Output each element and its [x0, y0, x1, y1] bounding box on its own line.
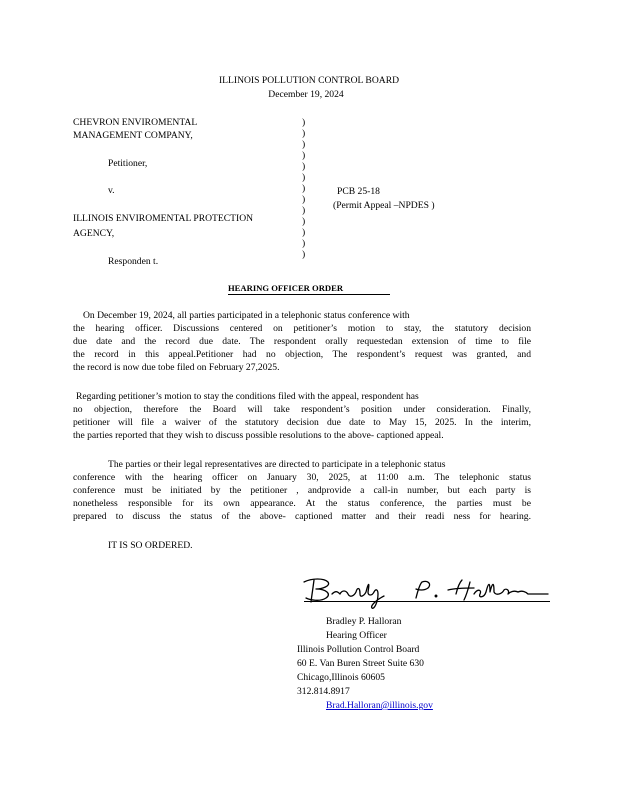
paragraph-line: the record is now due tobe filed on February 27,2025. — [73, 362, 280, 373]
respondent-name-line2: AGENCY, — [73, 228, 115, 239]
paragraph-line: nonetheless responsible for its own appearance. At the status conference, the parties must be — [73, 498, 531, 509]
paragraph-1 — [73, 310, 531, 373]
order-title: HEARING OFFICER ORDER — [228, 283, 344, 293]
signer-phone: 312.814.8917 — [297, 686, 350, 697]
signer-address: 60 E. Van Buren Street Suite 630 — [297, 658, 424, 669]
caption-divider: ) ) ) ) ) ) ) ) ) ) ) ) ) — [302, 117, 306, 260]
paragraph-line: prepared to discuss the status of the above- captioned matter and their readi ness for hearing. — [73, 511, 531, 522]
title-underline — [228, 294, 390, 295]
header-date: December 19, 2024 — [268, 89, 344, 100]
petitioner-name-line1: CHEVRON ENVIROMENTAL — [73, 117, 198, 128]
paragraph-3 — [73, 459, 531, 522]
board-name: ILLINOIS POLLUTION CONTROL BOARD — [218, 75, 400, 86]
versus-label: v. — [108, 185, 115, 196]
paragraph-line: no objection, therefore the Board will take respondent’s position under consideration. Finally, — [73, 404, 531, 415]
respondent-label: Responden t. — [108, 256, 159, 267]
paragraph-line: petitioner will file a waiver of the statutory decision due date to May 15, 2025. In the interim, — [73, 417, 531, 428]
paragraph-line: due date and the record due date. The respondent orally requestedan extension of time to file — [73, 336, 531, 347]
case-number: PCB 25-18 — [337, 186, 380, 197]
paragraph-line: conference must be initiated by the petitioner , andprovide a call-in number, but each party is — [73, 485, 531, 496]
paragraph-line: the parties reported that they wish to discuss possible resolutions to the above- captioned appeal. — [73, 430, 444, 441]
paragraph-line: the hearing officer. Discussions centered on petitioner’s motion to stay, the statutory decision — [73, 323, 531, 334]
paragraph-2 — [73, 391, 531, 441]
paragraph-line: The parties or their legal representatives are directed to participate in a telephonic status — [108, 459, 446, 470]
signer-board: Illinois Pollution Control Board — [297, 644, 420, 655]
signer-title: Hearing Officer — [326, 630, 387, 641]
case-type: (Permit Appeal –NPDES ) — [333, 200, 435, 211]
signer-name: Bradley P. Halloran — [326, 616, 402, 627]
paragraph-line: the record in this appeal.Petitioner had no objection, The respondent’s request was granted, and — [73, 349, 531, 360]
handwritten-signature — [298, 572, 554, 612]
paragraph-line: Regarding petitioner’s motion to stay the conditions filed with the appeal, respondent has — [76, 391, 419, 402]
petitioner-label: Petitioner, — [108, 158, 148, 169]
signer-city: Chicago,Illinois 60605 — [297, 672, 385, 683]
signature-line — [304, 601, 550, 602]
paragraph-line: On December 19, 2024, all parties participated in a telephonic status conference with — [83, 310, 410, 321]
paragraph-line: conference with the hearing officer on January 30, 2025, at 11:00 a.m. The telephonic status — [73, 472, 531, 483]
respondent-name-line1: ILLINOIS ENVIROMENTAL PROTECTION — [73, 213, 254, 224]
signer-email-link[interactable]: Brad.Halloran@illinois.gov — [326, 700, 433, 711]
so-ordered: IT IS SO ORDERED. — [108, 540, 193, 551]
petitioner-name-line2: MANAGEMENT COMPANY, — [73, 130, 193, 141]
